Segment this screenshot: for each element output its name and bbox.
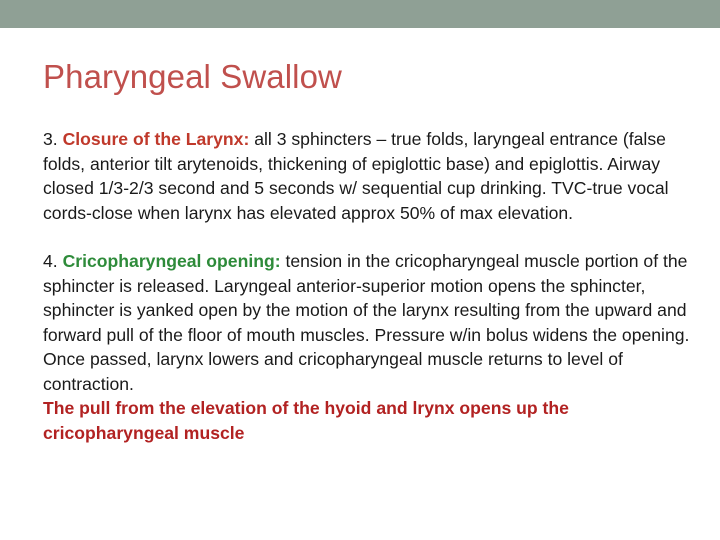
slide-body: [43, 127, 693, 445]
item-3-heading: Closure of the Larynx:: [62, 129, 250, 149]
top-accent-bar: [0, 0, 720, 28]
item-4-text: tension in the cricopharyngeal muscle portion of the sphincter is released. Laryngeal anterior-superior motion opens the sphincter, sphincter is yanked open by the motion of the larynx resulting from the upward and forward pull of the floor of mouth muscles. Pressure w/in bolus widens the opening. Once passed, larynx lowers and cricopharyngeal muscle returns to level of contraction.: [43, 251, 690, 394]
item-3-paragraph: [43, 127, 693, 225]
emphasis-statement: The pull from the elevation of the hyoid and lrynx opens up the cricopharyngeal muscle: [43, 398, 569, 443]
item-4-number: 4.: [43, 251, 58, 271]
item-3-number: 3.: [43, 129, 58, 149]
item-3-text: all 3 sphincters – true folds, laryngeal entrance (false folds, anterior tilt arytenoids, thickening of epiglottic base) and epiglottis. Airway closed 1/3-2/3 second and 5 seconds w/ sequential cup drinking. TVC-true vocal cords-close when larynx has elevated approx 50% of max elevation.: [43, 129, 669, 223]
item-4-heading: Cricopharyngeal opening:: [62, 251, 281, 271]
slide-title: Pharyngeal Swallow: [43, 58, 342, 95]
item-4-paragraph: [43, 249, 693, 396]
